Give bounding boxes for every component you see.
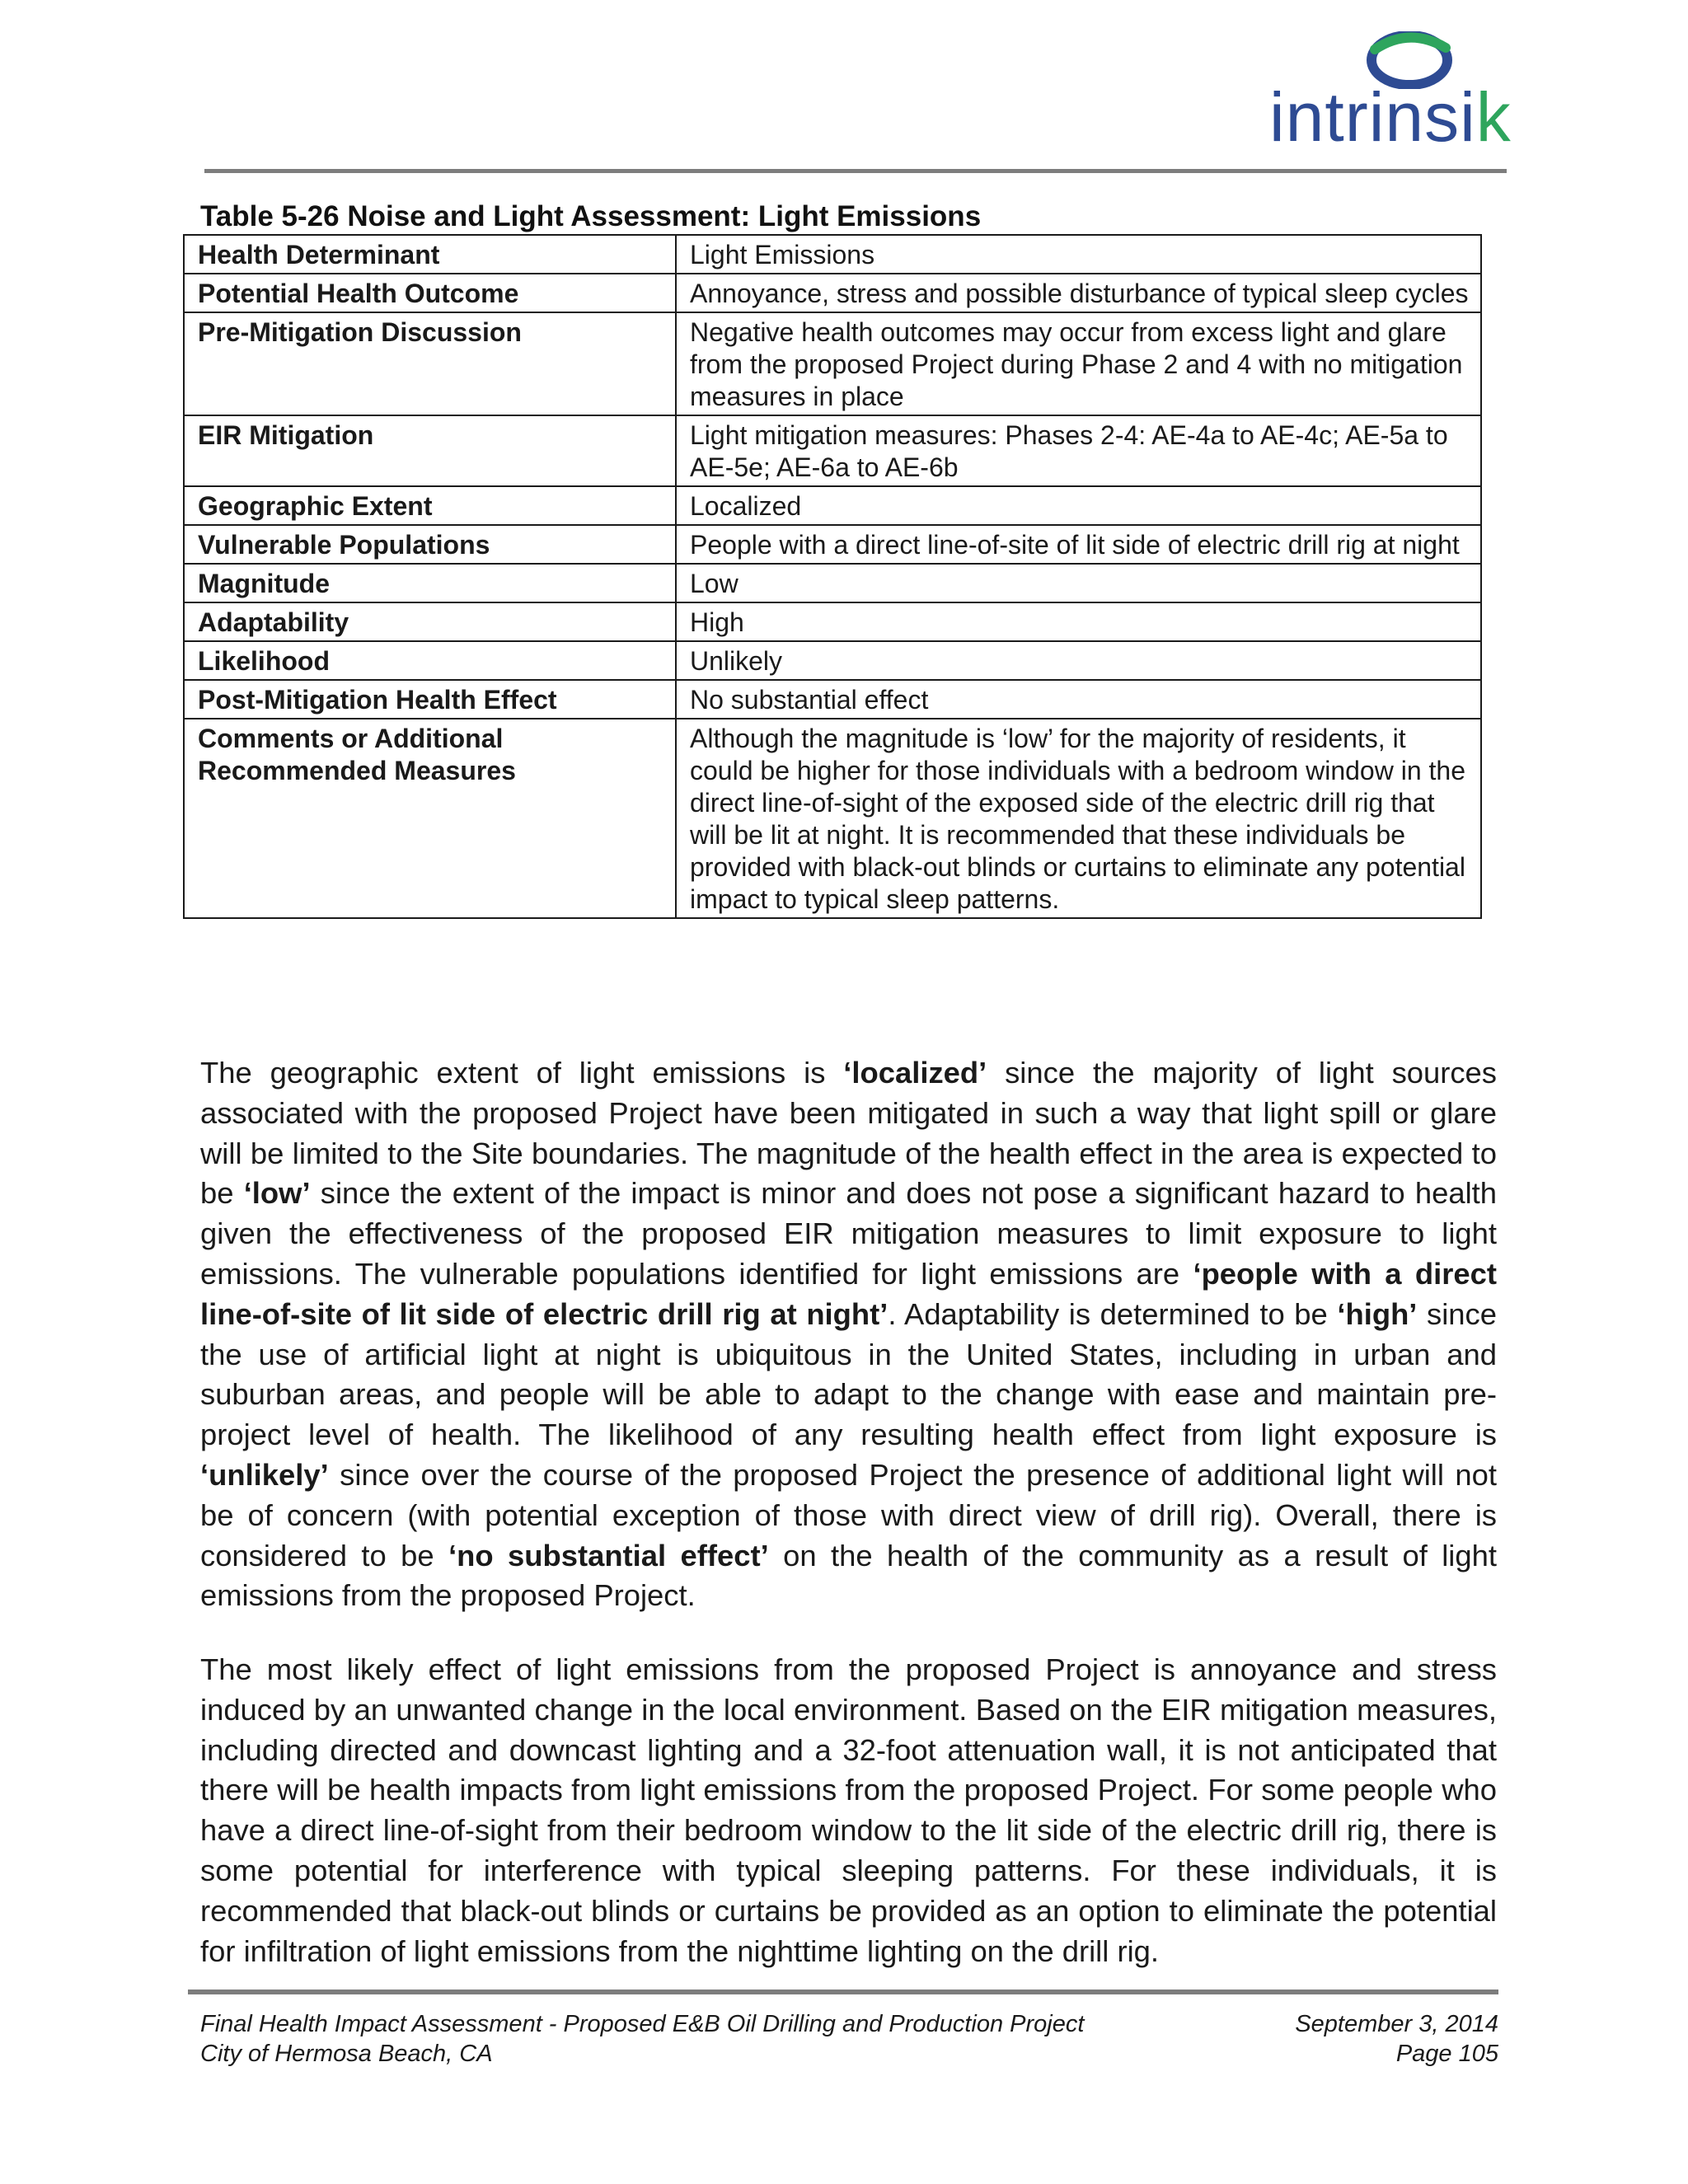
row-label: Comments or Additional Recommended Measures	[184, 719, 676, 918]
footer-row-2	[200, 2039, 1498, 2069]
logo-wordmark-accent: k	[1475, 78, 1512, 156]
row-label: Post-Mitigation Health Effect	[184, 680, 676, 719]
table-row	[184, 719, 1481, 918]
table-row	[184, 312, 1481, 415]
footer-rule	[188, 1990, 1498, 1994]
intrinsik-logo	[1269, 31, 1517, 155]
body-paragraph-2: The most likely effect of light emissions from the proposed Project is annoyance and stress induced by an unwanted change in the local environment. Based on the EIR mitigation measures, including directed and downcast lighting and a 32-foot attenuation wall, it is not anticipated that there will be health impacts from light emissions from the proposed Project. For some people who have a direct line-of-sight from their bedroom window to the lit side of the electric drill rig, there is some potential for interference with typical sleeping patterns. For these individuals, it is recommended that black-out blinds or curtains be provided as an option to eliminate the potential for infiltration of light emissions from the nighttime lighting on the drill rig.	[200, 1652, 1497, 1968]
row-value: Localized	[676, 486, 1481, 525]
row-label: Pre-Mitigation Discussion	[184, 312, 676, 415]
row-value: People with a direct line-of-site of lit side of electric drill rig at night	[676, 525, 1481, 564]
row-label: EIR Mitigation	[184, 415, 676, 486]
footer-page-number: Page 105	[1395, 2041, 1498, 2067]
table-row	[184, 680, 1481, 719]
row-label: Potential Health Outcome	[184, 274, 676, 312]
paragraph-text: since the use of artificial light at night is ubiquitous in the United States, including in urban and suburban areas, and people will be able to adapt to the change with ease and maintain pre-project level of health. The likelihood of any resulting health effect from light exposure is	[200, 1296, 1497, 1452]
footer-doc-title: Final Health Impact Assessment - Proposed E&B Oil Drilling and Production Project	[200, 2011, 1085, 2037]
row-value: No substantial effect	[676, 680, 1481, 719]
paragraph-text: since the majority of light sources associated with the proposed Project have been mitigated in such a way that light spill or glare will be limited to the Site boundaries. The magnitude of the health effect in the area is expected to be	[200, 1056, 1497, 1211]
paragraph-text: The geographic extent of light emissions is	[200, 1056, 844, 1090]
row-label: Health Determinant	[184, 235, 676, 274]
table-row	[184, 525, 1481, 564]
row-label: Adaptability	[184, 602, 676, 641]
paragraph-text: since the extent of the impact is minor and does not pose a significant hazard to health given the effectiveness of the proposed EIR mitigation measures to limit exposure to light emissions. The vulnerable populations identified for light emissions are	[200, 1176, 1497, 1291]
row-label: Likelihood	[184, 641, 676, 680]
footer-row-1	[200, 2009, 1498, 2039]
row-value: Unlikely	[676, 641, 1481, 680]
row-value: Negative health outcomes may occur from excess light and glare from the proposed Project during Phase 2 and 4 with no mitigation measures in place	[676, 312, 1481, 415]
table-row	[184, 274, 1481, 312]
row-value: Annoyance, stress and possible disturbance of typical sleep cycles	[676, 274, 1481, 312]
row-label: Vulnerable Populations	[184, 525, 676, 564]
logo-wordmark-main: intrinsi	[1269, 78, 1476, 156]
row-value: Light mitigation measures: Phases 2-4: AE-4a to AE-4c; AE-5a to AE-5e; AE-6a to AE-6b	[676, 415, 1481, 486]
paragraph-emphasis: ‘people with a direct line-of-site of lit side of electric drill rig at night’	[200, 1256, 1497, 1331]
footer-location: City of Hermosa Beach, CA	[200, 2041, 493, 2067]
table-row	[184, 486, 1481, 525]
row-value: High	[676, 602, 1481, 641]
table-row	[184, 602, 1481, 641]
body-paragraph-1	[200, 1053, 1497, 1616]
logo-wordmark	[1269, 78, 1512, 156]
table-row	[184, 235, 1481, 274]
paragraph-text: on the health of the community as a result of light emissions from the proposed Project.	[200, 1538, 1497, 1613]
paragraph-emphasis: ‘low’	[243, 1176, 311, 1211]
paragraph-text: . Adaptability is determined to be	[888, 1296, 1338, 1331]
page-footer	[200, 2009, 1498, 2069]
paragraph-emphasis: ‘no substantial effect’	[448, 1538, 769, 1572]
paragraph-emphasis: ‘high’	[1337, 1296, 1418, 1331]
row-value: Low	[676, 564, 1481, 602]
paragraph-text: since over the course of the proposed Project the presence of additional light will not be of concern (with potential exception of those with direct view of drill rig). Overall, there is considered to be	[200, 1457, 1497, 1572]
paragraph-emphasis: ‘unlikely’	[200, 1457, 329, 1492]
footer-date: September 3, 2014	[1295, 2011, 1498, 2037]
header-rule	[204, 169, 1507, 173]
table-caption: Table 5-26 Noise and Light Assessment: Light Emissions	[200, 200, 982, 232]
assessment-table	[183, 234, 1482, 919]
table-row	[184, 641, 1481, 680]
row-value: Although the magnitude is ‘low’ for the majority of residents, it could be higher for those individuals with a bedroom window in the direct line-of-sight of the exposed side of the electric drill rig that will be lit at night. It is recommended that these individuals be provided with black-out blinds or curtains to eliminate any potential impact to typical sleep patterns.	[676, 719, 1481, 918]
row-label: Geographic Extent	[184, 486, 676, 525]
row-value: Light Emissions	[676, 235, 1481, 274]
row-label: Magnitude	[184, 564, 676, 602]
paragraph-emphasis: ‘localized’	[843, 1056, 987, 1090]
table-row	[184, 415, 1481, 486]
table-row	[184, 564, 1481, 602]
